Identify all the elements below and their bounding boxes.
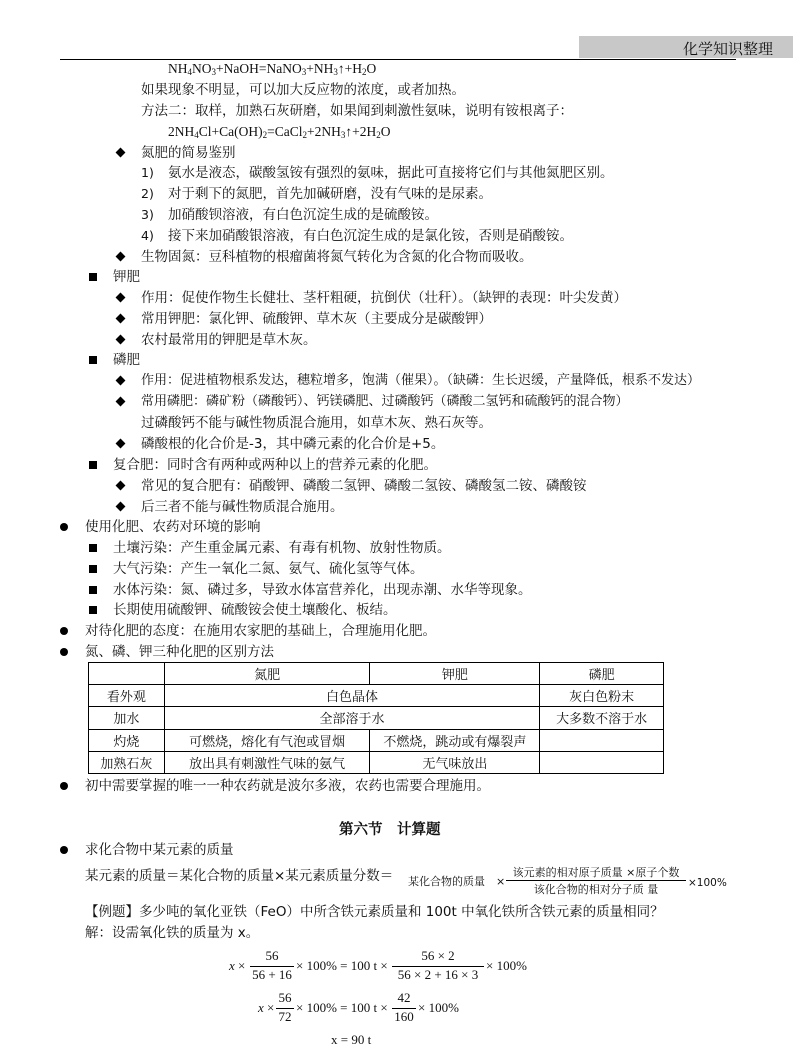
diamond-bullet-icon bbox=[116, 481, 126, 491]
table-cell: 加水 bbox=[89, 707, 165, 729]
header-title: 化学知识整理 bbox=[682, 40, 773, 58]
table-cell: 灼烧 bbox=[89, 729, 165, 751]
text-line: 对待化肥的态度：在施用农家肥的基础上，合理施用化肥。 bbox=[85, 623, 436, 639]
round-bullet-icon bbox=[60, 782, 68, 790]
text-line: 初中需要掌握的唯一一种农药就是波尔多液，农药也需要合理施用。 bbox=[85, 778, 490, 794]
formula-lhs: 某元素的质量＝某化合物的质量×某元素质量分数＝ bbox=[85, 868, 394, 884]
text-line: 钾肥 bbox=[113, 269, 140, 285]
list-item: 氨水是液态，碳酸氢铵有强烈的氨味，据此可直接将它们与其他氮肥区别。 bbox=[168, 165, 614, 181]
formula-text: × bbox=[496, 875, 506, 888]
square-bullet-icon bbox=[89, 565, 97, 573]
list-number: 4) bbox=[141, 228, 154, 243]
math-op: × bbox=[238, 958, 246, 973]
fraction-denominator: 该化合物的相对分子质 量 bbox=[533, 883, 659, 896]
table-header-cell: 氮肥 bbox=[164, 663, 370, 685]
list-item: 对于剩下的氮肥，首先加碱研磨，没有气味的是尿素。 bbox=[168, 186, 492, 202]
text-line: 氮肥的简易鉴别 bbox=[141, 145, 236, 161]
page-header-tab bbox=[579, 36, 793, 58]
table-cell: 放出具有刺激性气味的氨气 bbox=[164, 751, 370, 773]
text-line: 生物固氮：豆科植物的根瘤菌将氮气转化为含氮的化合物而吸收。 bbox=[141, 249, 533, 265]
math-op: × 100% bbox=[486, 958, 527, 973]
list-number: 3) bbox=[141, 207, 154, 222]
text-line: 如果现象不明显，可以加大反应物的浓度，或者加热。 bbox=[141, 82, 465, 98]
fertilizer-comparison-table bbox=[88, 662, 664, 774]
math-op: × bbox=[267, 1000, 275, 1015]
text-line: 磷酸根的化合价是-3，其中磷元素的化合价是+5。 bbox=[141, 436, 445, 452]
table-cell: 可燃烧，熔化有气泡或冒烟 bbox=[164, 729, 370, 751]
diamond-bullet-icon bbox=[116, 397, 126, 407]
text-line: 求化合物中某元素的质量 bbox=[85, 842, 234, 858]
table-cell: 全部溶于水 bbox=[164, 707, 539, 729]
diamond-bullet-icon bbox=[116, 439, 126, 449]
math-result: x = 90 t bbox=[331, 1032, 372, 1047]
table-row bbox=[89, 663, 664, 685]
list-item: 接下来加硝酸银溶液，有白色沉淀生成的是氯化铵，否则是硝酸铵。 bbox=[168, 228, 573, 244]
diamond-bullet-icon bbox=[116, 502, 126, 512]
text-line: 大气污染：产生一氧化二氮、氨气、硫化氢等气体。 bbox=[113, 561, 424, 577]
table-header-cell: 钾肥 bbox=[370, 663, 540, 685]
fraction-numerator: 56 bbox=[278, 990, 292, 1005]
formula-text: 某化合物的质量 bbox=[408, 875, 485, 888]
table-cell: 不燃烧，跳动或有爆裂声 bbox=[370, 729, 540, 751]
formula-text: ×100% bbox=[688, 877, 727, 889]
table-cell bbox=[89, 663, 165, 685]
table-cell: 加熟石灰 bbox=[89, 751, 165, 773]
square-bullet-icon bbox=[89, 606, 97, 614]
header-rule bbox=[60, 59, 736, 60]
fraction-numerator: 该元素的相对原子质量 ×原子个数 bbox=[512, 866, 680, 879]
math-op: × 100% bbox=[418, 1000, 459, 1015]
math-op: × 100% = 100 t × bbox=[296, 1000, 388, 1015]
diamond-bullet-icon bbox=[116, 252, 126, 262]
diamond-bullet-icon bbox=[116, 314, 126, 324]
example-question: 【例题】多少吨的氧化亚铁（FeO）中所含铁元素质量和 100t 中氧化铁所含铁元素的质量相同？ bbox=[85, 904, 664, 920]
text-line: 水体污染：氮、磷过多，导致水体富营养化，出现赤潮、水华等现象。 bbox=[113, 582, 532, 598]
diamond-bullet-icon bbox=[116, 376, 126, 386]
text-line: 常用钾肥：氯化钾、硫酸钾、草木灰（主要成分是碳酸钾） bbox=[141, 311, 492, 327]
text-line: 后三者不能与碱性物质混合施用。 bbox=[141, 499, 344, 515]
square-bullet-icon bbox=[89, 461, 97, 469]
fraction-numerator: 56 bbox=[265, 948, 279, 963]
table-cell: 无气味放出 bbox=[370, 751, 540, 773]
table-row bbox=[89, 751, 664, 773]
square-bullet-icon bbox=[89, 586, 97, 594]
square-bullet-icon bbox=[89, 273, 97, 281]
fraction-numerator: 56 × 2 bbox=[421, 948, 455, 963]
section-title: 第六节 计算题 bbox=[339, 822, 441, 838]
table-cell: 大多数不溶于水 bbox=[540, 707, 664, 729]
list-number: 2) bbox=[141, 186, 154, 201]
table-cell: 灰白色粉末 bbox=[540, 685, 664, 707]
diamond-bullet-icon bbox=[116, 148, 126, 158]
equation-nh4no3: $NH_4NO_3+NaOH=NaNO_3+NH_3↑+H_2O$ bbox=[168, 61, 377, 77]
text-line: 过磷酸钙不能与碱性物质混合施用，如草木灰、熟石灰等。 bbox=[141, 415, 492, 431]
square-bullet-icon bbox=[89, 356, 97, 364]
text-line: 土壤污染：产生重金属元素、有毒有机物、放射性物质。 bbox=[113, 540, 451, 556]
table-header-cell: 磷肥 bbox=[540, 663, 664, 685]
math-op: × 100% = 100 t × bbox=[296, 958, 388, 973]
text-line: 复合肥：同时含有两种或两种以上的营养元素的化肥。 bbox=[113, 457, 437, 473]
fraction-numerator: 42 bbox=[397, 990, 411, 1005]
math-var: x bbox=[229, 958, 235, 973]
text-line: 农村最常用的钾肥是草木灰。 bbox=[141, 332, 317, 348]
table-row bbox=[89, 729, 664, 751]
table-row bbox=[89, 685, 664, 707]
solution-line: 解：设需氧化铁的质量为 x。 bbox=[85, 925, 260, 941]
equation-nh4cl: $2NH_4Cl+Ca(OH)_2=CaCl_2+2NH_3↑+2H_2O$ bbox=[168, 124, 391, 140]
text-line: 磷肥 bbox=[113, 352, 140, 368]
round-bullet-icon bbox=[60, 523, 68, 531]
diamond-bullet-icon bbox=[116, 293, 126, 303]
text-line: 常见的复合肥有：硝酸钾、磷酸二氢钾、磷酸二氢铵、磷酸氢二铵、磷酸铵 bbox=[141, 478, 587, 494]
table-row bbox=[89, 707, 664, 729]
round-bullet-icon bbox=[60, 846, 68, 854]
round-bullet-icon bbox=[60, 627, 68, 635]
diamond-bullet-icon bbox=[116, 335, 126, 345]
text-line: 作用：促进植物根系发达，穗粒增多，饱满（催果）。（缺磷：生长迟缓，产量降低，根系不发达） bbox=[141, 373, 701, 388]
text-line: 作用：促使作物生长健壮、茎杆粗硬，抗倒伏（壮秆）。（缺钾的表现：叶尖发黄） bbox=[141, 290, 627, 306]
text-line: 常用磷肥：磷矿粉（磷酸钙）、钙镁磷肥、过磷酸钙（磷酸二氢钙和硫酸钙的混合物） bbox=[141, 394, 629, 409]
fraction-denominator: 56 + 16 bbox=[252, 967, 292, 982]
text-line: 氮、磷、钾三种化肥的区别方法 bbox=[85, 644, 274, 660]
table-cell: 看外观 bbox=[89, 685, 165, 707]
text-line: 方法二：取样，加熟石灰研磨，如果闻到刺激性氨味，说明有铵根离子： bbox=[141, 103, 573, 119]
table-cell bbox=[540, 729, 664, 751]
math-var: x bbox=[258, 1000, 264, 1015]
fraction-denominator: 56 × 2 + 16 × 3 bbox=[397, 967, 479, 982]
fraction-denominator: 72 bbox=[278, 1009, 292, 1024]
table-cell: 白色晶体 bbox=[164, 685, 539, 707]
text-line: 使用化肥、农药对环境的影响 bbox=[85, 519, 261, 535]
round-bullet-icon bbox=[60, 648, 68, 656]
list-item: 加硝酸钡溶液，有白色沉淀生成的是硫酸铵。 bbox=[168, 207, 438, 223]
table-cell bbox=[540, 751, 664, 773]
text-line: 长期使用硫酸钾、硫酸铵会使土壤酸化、板结。 bbox=[113, 602, 397, 618]
list-number: 1) bbox=[141, 165, 154, 180]
fraction-denominator: 160 bbox=[394, 1009, 414, 1024]
square-bullet-icon bbox=[89, 544, 97, 552]
